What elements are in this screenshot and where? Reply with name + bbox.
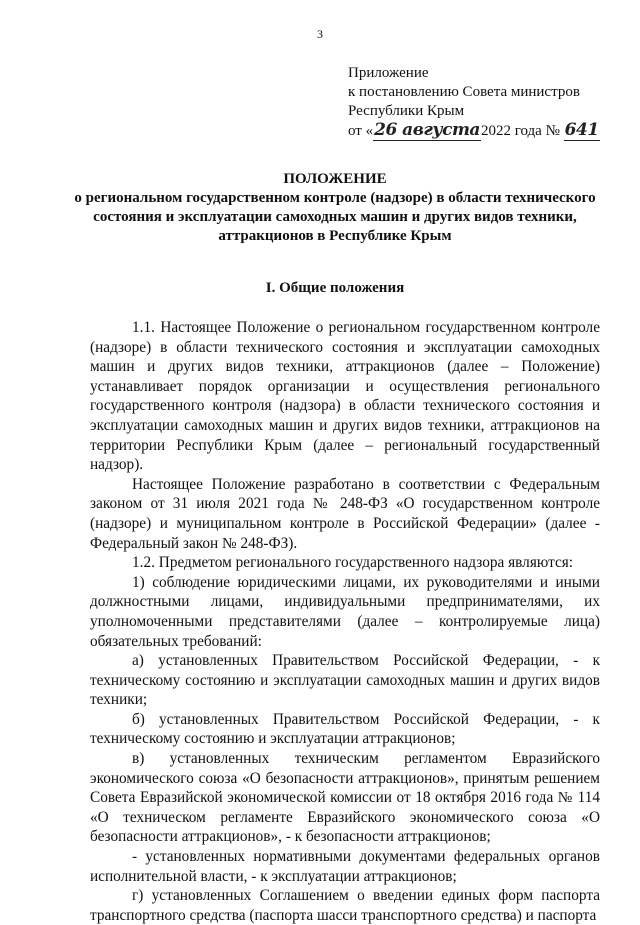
title-main: ПОЛОЖЕНИЕ xyxy=(283,171,387,187)
handwritten-number: 641 xyxy=(564,120,599,140)
appendix-block xyxy=(348,64,600,141)
appendix-date-line xyxy=(348,121,600,141)
paragraph: - установленных нормативными документами федеральных органов исполнительной власти, - к эксплуатации аттракционов; xyxy=(90,848,600,885)
document-title xyxy=(70,170,600,246)
appendix-line-1: Приложение xyxy=(348,65,429,81)
appendix-line-2: к постановлению Совета министров xyxy=(348,84,580,100)
appendix-line-3: Республики Крым xyxy=(348,103,465,119)
date-prefix: от « xyxy=(348,123,374,139)
paragraph: 1) соблюдение юридическими лицами, их руководителями и иными должностными лицами, индивидуальными предпринимателями, их уполномоченными представителями (далее – контролируемые лица) обязательных требований: xyxy=(90,573,600,650)
document-body xyxy=(90,318,600,925)
paragraph: б) установленных Правительством Российской Федерации, - к техническому состоянию и эксплуатации аттракционов; xyxy=(90,710,600,748)
page-number: 3 xyxy=(317,27,323,41)
paragraph: в) установленных техническим регламентом Евразийского экономического союза «О безопасности аттракционов», принятым решением Совета Евразийской экономической комиссии от 18 октября 2016 года № 114 «О техническом регламенте Евразийского экономического союза «О безопасности аттракционов», - к безопасности аттракционов; xyxy=(90,750,600,846)
section-heading: I. Общие положения xyxy=(265,280,405,296)
paragraph: а) установленных Правительством Российской Федерации, - к техническому состоянию и эксплуатации самоходных машин и других видов техники; xyxy=(90,652,600,709)
paragraph: Настоящее Положение разработано в соответствии с Федеральным законом от 31 июля 2021 года № 248-ФЗ «О государственном контроле (надзоре) и муниципальном контроле в Российской Федерации» (далее - Федеральный закон № 248-ФЗ). xyxy=(90,475,600,552)
title-subtitle: о региональном государственном контроле (надзоре) в области технического состояния и эксплуатации самоходных машин и других видов техники, аттракционов в Республике Крым xyxy=(74,190,596,244)
paragraph: 1.1. Настоящее Положение о региональном государственном контроле (надзоре) в области технического состояния и эксплуатации самоходных машин и других видов техники, аттракционов (далее – Положение) устанавливает порядок организации и осуществления регионального государственного контроля (надзора) в области технического состояния и эксплуатации самоходных машин и других видов техники, аттракционов на территории Республики Крым (далее – региональный государственный надзор). xyxy=(90,319,600,474)
paragraph: 1.2. Предметом регионального государственного надзора являются: xyxy=(132,554,574,572)
number-prefix: № xyxy=(545,123,560,139)
date-suffix: 2022 года xyxy=(480,123,542,139)
paragraph: г) установленных Соглашением о введении единых форм паспорта транспортного средства (паспорта шасси транспортного средства) и паспорта xyxy=(90,887,600,924)
handwritten-date: 26 августа xyxy=(374,120,480,140)
